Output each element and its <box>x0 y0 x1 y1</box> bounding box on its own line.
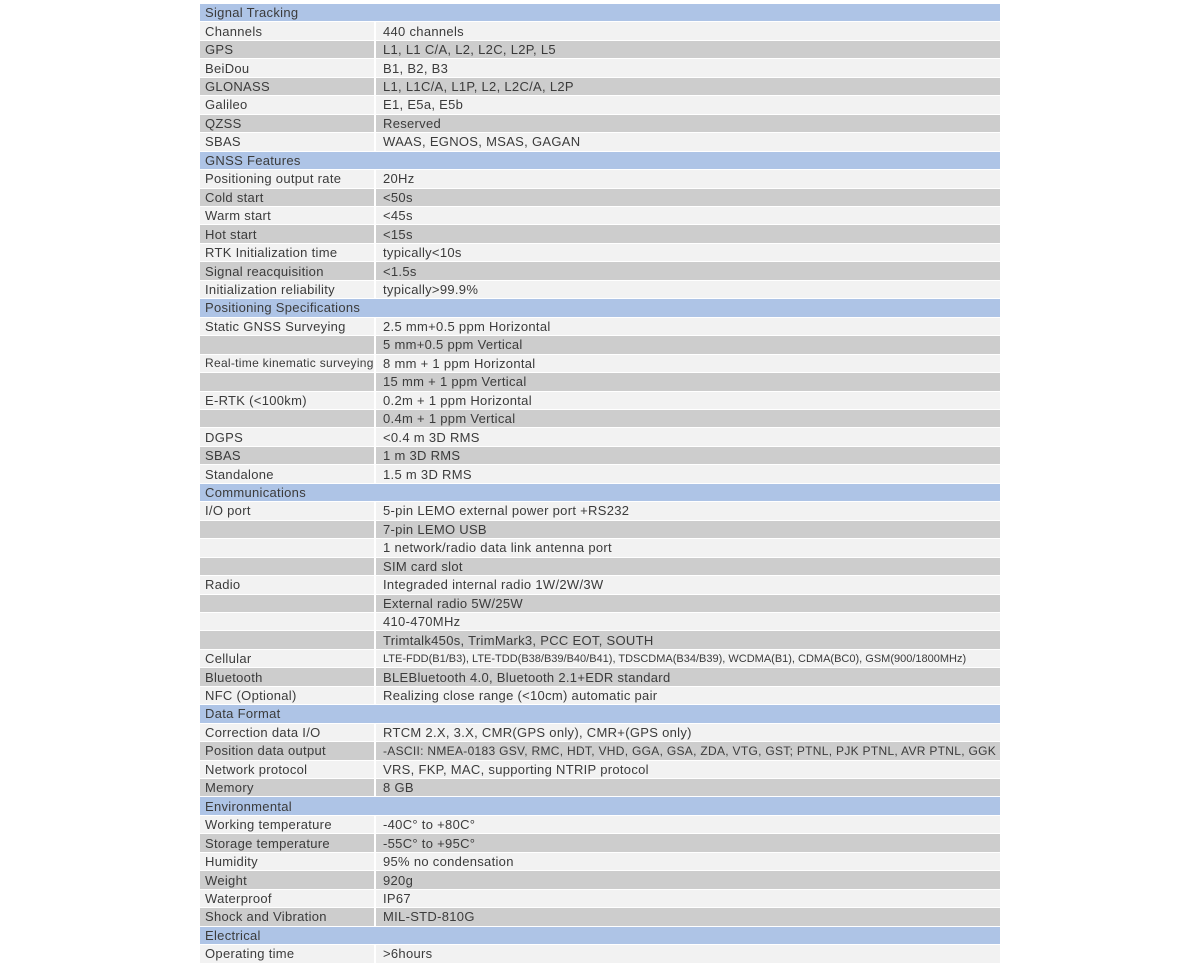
spec-row <box>200 761 1000 779</box>
spec-row-label: Signal reacquisition <box>200 262 376 279</box>
spec-row <box>200 225 1000 243</box>
spec-row-label: E-RTK (<100km) <box>200 392 376 409</box>
spec-row <box>200 170 1000 188</box>
spec-row-value: MIL-STD-810G <box>376 908 1000 925</box>
spec-row-label: Cold start <box>200 189 376 206</box>
spec-row-label: Position data output <box>200 742 376 759</box>
spec-row-value: IP67 <box>376 890 1000 907</box>
spec-row-label <box>200 631 376 648</box>
spec-row-value: 920g <box>376 871 1000 888</box>
spec-row-value: Realizing close range (<10cm) automatic pair <box>376 687 1000 704</box>
spec-row <box>200 908 1000 926</box>
spec-row <box>200 779 1000 797</box>
spec-row-value: <50s <box>376 189 1000 206</box>
spec-row <box>200 613 1000 631</box>
spec-row-value: -55C° to +95C° <box>376 834 1000 851</box>
spec-row-label: Bluetooth <box>200 668 376 685</box>
spec-row-value: External radio 5W/25W <box>376 595 1000 612</box>
spec-row-value: VRS, FKP, MAC, supporting NTRIP protocol <box>376 761 1000 778</box>
spec-row-label: Memory <box>200 779 376 796</box>
spec-row-value: 410-470MHz <box>376 613 1000 630</box>
spec-row-value: 5-pin LEMO external power port +RS232 <box>376 502 1000 519</box>
section-header-electrical: Electrical <box>200 927 1000 945</box>
spec-row-value: B1, B2, B3 <box>376 59 1000 76</box>
spec-row <box>200 447 1000 465</box>
spec-row <box>200 318 1000 336</box>
section-header-positioning-specifications: Positioning Specifications <box>200 299 1000 317</box>
spec-row-value: WAAS, EGNOS, MSAS, GAGAN <box>376 133 1000 150</box>
section-header-gnss-features: GNSS Features <box>200 152 1000 170</box>
spec-row <box>200 724 1000 742</box>
spec-row-label: I/O port <box>200 502 376 519</box>
spec-row-label: QZSS <box>200 115 376 132</box>
spec-row <box>200 373 1000 391</box>
spec-row <box>200 41 1000 59</box>
spec-row <box>200 336 1000 354</box>
spec-row-label: Static GNSS Surveying <box>200 318 376 335</box>
spec-row-value: 1 network/radio data link antenna port <box>376 539 1000 556</box>
spec-row-label: Positioning output rate <box>200 170 376 187</box>
spec-row-label: Hot start <box>200 225 376 242</box>
spec-row-label <box>200 558 376 575</box>
spec-row-label: Channels <box>200 22 376 39</box>
spec-row-label: GPS <box>200 41 376 58</box>
spec-row-value: -40C° to +80C° <box>376 816 1000 833</box>
spec-row <box>200 96 1000 114</box>
section-header-environmental: Environmental <box>200 797 1000 815</box>
spec-row <box>200 244 1000 262</box>
spec-row-value: L1, L1 C/A, L2, L2C, L2P, L5 <box>376 41 1000 58</box>
spec-row <box>200 521 1000 539</box>
spec-row-label <box>200 595 376 612</box>
spec-row-value: 1.5 m 3D RMS <box>376 465 1000 482</box>
spec-row-label <box>200 539 376 556</box>
spec-row-value: typically>99.9% <box>376 281 1000 298</box>
spec-row-label <box>200 336 376 353</box>
spec-row-value: -ASCII: NMEA-0183 GSV, RMC, HDT, VHD, GGA, GSA, ZDA, VTG, GST; PTNL, PJK PTNL, AVR PTNL, GGK <box>376 742 1000 759</box>
spec-row <box>200 355 1000 373</box>
spec-row-label: Correction data I/O <box>200 724 376 741</box>
spec-row <box>200 576 1000 594</box>
spec-row-label: Humidity <box>200 853 376 870</box>
spec-row-label: Real-time kinematic surveying <box>200 355 376 372</box>
spec-row <box>200 78 1000 96</box>
spec-row-label: Operating time <box>200 945 376 962</box>
spec-row <box>200 133 1000 151</box>
spec-row-value: 8 GB <box>376 779 1000 796</box>
spec-row-label: Working temperature <box>200 816 376 833</box>
spec-row-value: <15s <box>376 225 1000 242</box>
spec-row-value: 7-pin LEMO USB <box>376 521 1000 538</box>
spec-row <box>200 115 1000 133</box>
spec-row-label: RTK Initialization time <box>200 244 376 261</box>
spec-row-label: SBAS <box>200 447 376 464</box>
spec-row <box>200 945 1000 963</box>
spec-row <box>200 890 1000 908</box>
spec-row-value: 8 mm + 1 ppm Horizontal <box>376 355 1000 372</box>
spec-row <box>200 595 1000 613</box>
spec-row-label: Weight <box>200 871 376 888</box>
spec-row <box>200 392 1000 410</box>
spec-row <box>200 207 1000 225</box>
spec-row-value: BLEBluetooth 4.0, Bluetooth 2.1+EDR standard <box>376 668 1000 685</box>
spec-row-value: 15 mm + 1 ppm Vertical <box>376 373 1000 390</box>
spec-row-value: RTCM 2.X, 3.X, CMR(GPS only), CMR+(GPS only) <box>376 724 1000 741</box>
spec-row-value: Integraded internal radio 1W/2W/3W <box>376 576 1000 593</box>
spec-row-label <box>200 410 376 427</box>
spec-row-value: 95% no condensation <box>376 853 1000 870</box>
spec-row-label: NFC (Optional) <box>200 687 376 704</box>
spec-row-value: 440 channels <box>376 22 1000 39</box>
spec-row <box>200 262 1000 280</box>
spec-row-label: Cellular <box>200 650 376 667</box>
spec-row <box>200 834 1000 852</box>
spec-row-label: SBAS <box>200 133 376 150</box>
section-header-signal-tracking: Signal Tracking <box>200 4 1000 22</box>
spec-row-value: typically<10s <box>376 244 1000 261</box>
spec-row-label: Initialization reliability <box>200 281 376 298</box>
spec-row <box>200 816 1000 834</box>
spec-row-label: Radio <box>200 576 376 593</box>
spec-row <box>200 687 1000 705</box>
spec-row-value: 2.5 mm+0.5 ppm Horizontal <box>376 318 1000 335</box>
spec-row <box>200 853 1000 871</box>
spec-row <box>200 539 1000 557</box>
spec-row-value: 1 m 3D RMS <box>376 447 1000 464</box>
spec-row-label: Galileo <box>200 96 376 113</box>
spec-row-label: BeiDou <box>200 59 376 76</box>
spec-row <box>200 410 1000 428</box>
section-header-data-format: Data Format <box>200 705 1000 723</box>
spec-row-value: SIM card slot <box>376 558 1000 575</box>
spec-row-label: DGPS <box>200 428 376 445</box>
spec-row <box>200 59 1000 77</box>
spec-row-label: GLONASS <box>200 78 376 95</box>
spec-row-value: 20Hz <box>376 170 1000 187</box>
spec-row-value: Reserved <box>376 115 1000 132</box>
spec-row <box>200 742 1000 760</box>
spec-row-value: LTE-FDD(B1/B3), LTE-TDD(B38/B39/B40/B41), TDSCDMA(B34/B39), WCDMA(B1), CDMA(BC0), GSM(900/1800MHz) <box>376 650 1000 667</box>
spec-row-label: Waterproof <box>200 890 376 907</box>
spec-row-value: L1, L1C/A, L1P, L2, L2C/A, L2P <box>376 78 1000 95</box>
spec-row <box>200 502 1000 520</box>
spec-row <box>200 281 1000 299</box>
section-header-communications: Communications <box>200 484 1000 502</box>
spec-row <box>200 871 1000 889</box>
spec-row <box>200 668 1000 686</box>
spec-sheet <box>200 4 1000 964</box>
spec-row-value: 5 mm+0.5 ppm Vertical <box>376 336 1000 353</box>
spec-row-value: <45s <box>376 207 1000 224</box>
spec-row-value: 0.4m + 1 ppm Vertical <box>376 410 1000 427</box>
spec-row-label: Network protocol <box>200 761 376 778</box>
spec-row <box>200 428 1000 446</box>
spec-row <box>200 558 1000 576</box>
spec-row <box>200 631 1000 649</box>
spec-row-value: E1, E5a, E5b <box>376 96 1000 113</box>
spec-row-value: 0.2m + 1 ppm Horizontal <box>376 392 1000 409</box>
spec-row-label <box>200 521 376 538</box>
spec-row-label: Warm start <box>200 207 376 224</box>
spec-row <box>200 650 1000 668</box>
spec-row-label: Storage temperature <box>200 834 376 851</box>
spec-row-value: <0.4 m 3D RMS <box>376 428 1000 445</box>
spec-row <box>200 189 1000 207</box>
spec-row <box>200 22 1000 40</box>
spec-row-label <box>200 373 376 390</box>
spec-row <box>200 465 1000 483</box>
spec-row-label <box>200 613 376 630</box>
spec-row-value: >6hours <box>376 945 1000 962</box>
spec-row-value: Trimtalk450s, TrimMark3, PCC EOT, SOUTH <box>376 631 1000 648</box>
spec-row-label: Shock and Vibration <box>200 908 376 925</box>
spec-row-label: Standalone <box>200 465 376 482</box>
spec-row-value: <1.5s <box>376 262 1000 279</box>
